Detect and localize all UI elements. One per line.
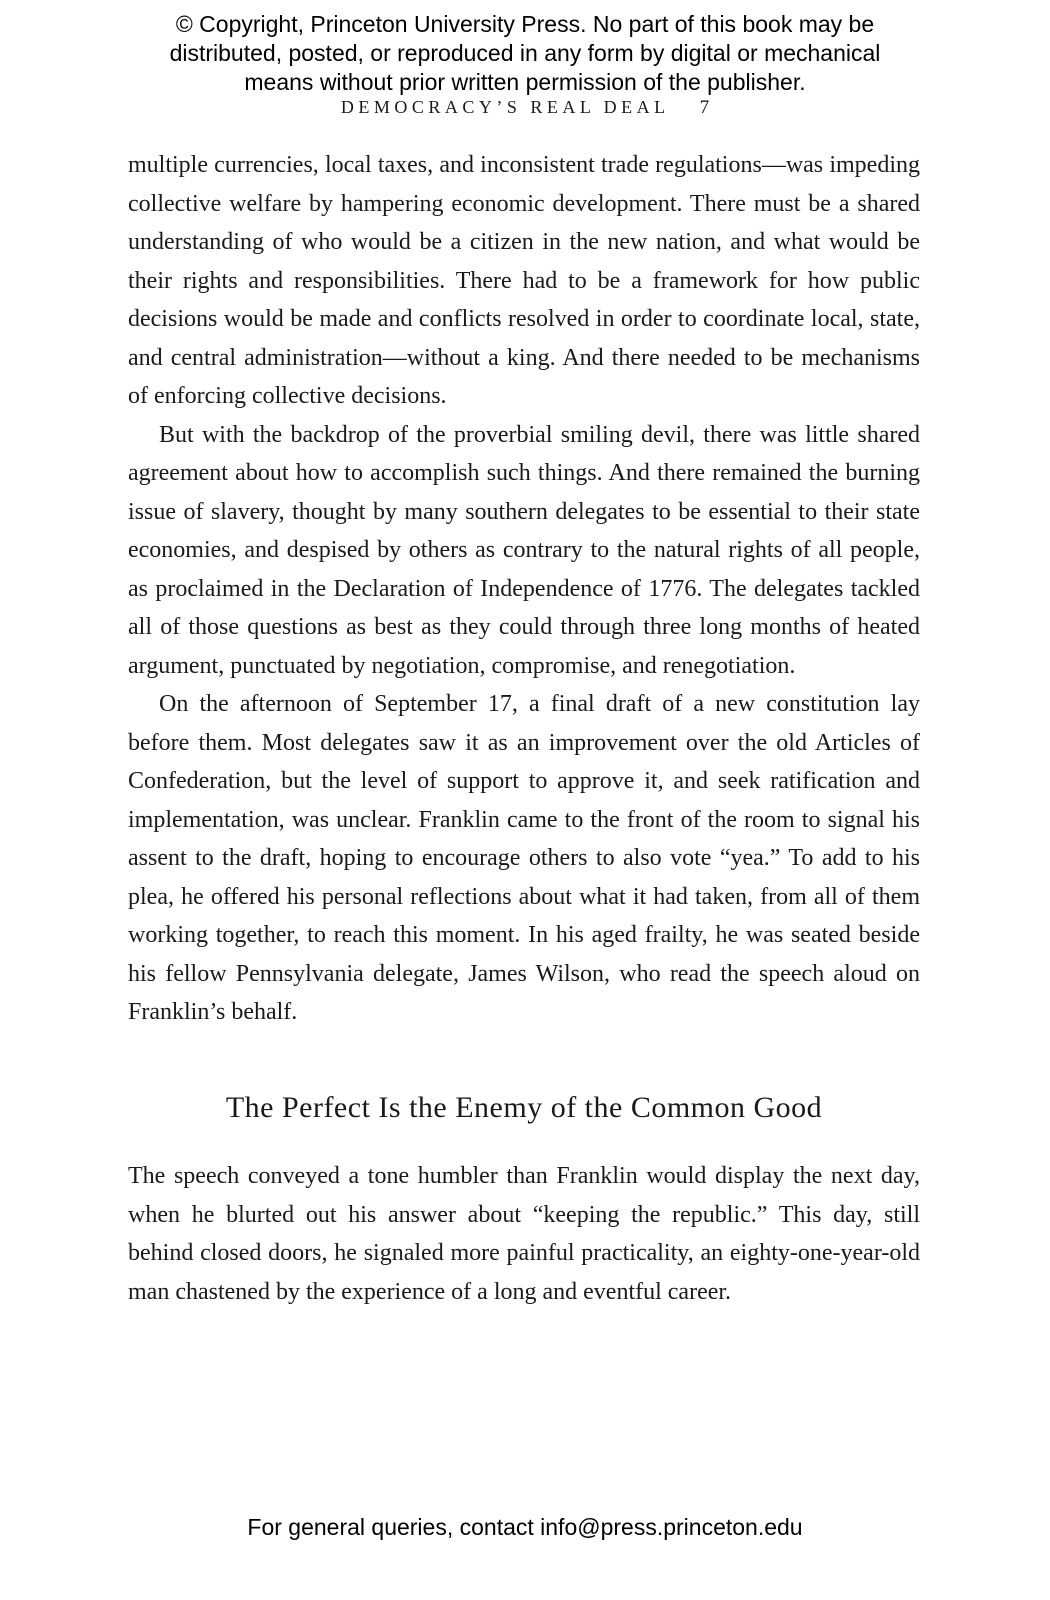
page-number: 7 [699, 97, 710, 118]
running-head-title: DEMOCRACY’S REAL DEAL [340, 97, 670, 117]
copyright-line-3: means without prior written permission of the publisher. [244, 69, 806, 95]
paragraph-2: But with the backdrop of the proverbial smiling devil, there was little shared agreement about how to accomplish such things. And there remained the burning issue of slavery, thought by many southern delegates to be essential to their state economies, and despised by others as contrary to the natural rights of all people, as proclaimed in the Declaration of Independence of 1776. The delegates tackled all of those questions as best as they could through three long months of heated argument, punctuated by negotiation, compromise, and renegotiation. [128, 421, 920, 679]
paragraph-4: The speech conveyed a tone humbler than Franklin would display the next day, when he blurted out his answer about “keeping the republic.” This day, still behind closed doors, he signaled more painful practicality, an eighty-one-year-old man chastened by the experience of a long and eventful career. [128, 1163, 920, 1305]
paragraph-1: multiple currencies, local taxes, and inconsistent trade regulations—was impeding collective welfare by hampering economic development. There must be a shared understanding of who would be a citizen in the new nation, and what would be their rights and responsibilities. There had to be a framework for how public decisions would be made and conflicts resolved in order to coordinate local, state, and central administration—without a king. And there needed to be mechanisms of enforcing collective decisions. [128, 152, 920, 409]
copyright-line-1: © Copyright, Princeton University Press. No part of this book may be [175, 11, 875, 37]
paragraph-3: On the afternoon of September 17, a final draft of a new constitution lay before them. Most delegates saw it as an improvement over the old Articles of Confederation, but the level of support to approve it, and seek ratification and implementation, was unclear. Franklin came to the front of the room to signal his assent to the draft, hoping to encourage others to also vote “yea.” To add to his plea, he offered his personal reflections about what it had taken, from all of them working together, to reach this moment. In his aged frailty, he was seated beside his fellow Pennsylvania delegate, James Wilson, who read the speech aloud on Franklin’s behalf. [128, 691, 920, 1025]
running-head [0, 97, 1050, 119]
section-heading: The Perfect Is the Enemy of the Common Good [225, 1090, 823, 1124]
footer-contact: For general queries, contact info@press.princeton.edu [247, 1514, 803, 1540]
copyright-line-2: distributed, posted, or reproduced in any form by digital or mechanical [169, 40, 881, 66]
body-text [128, 146, 920, 1311]
copyright-notice [0, 10, 1050, 97]
